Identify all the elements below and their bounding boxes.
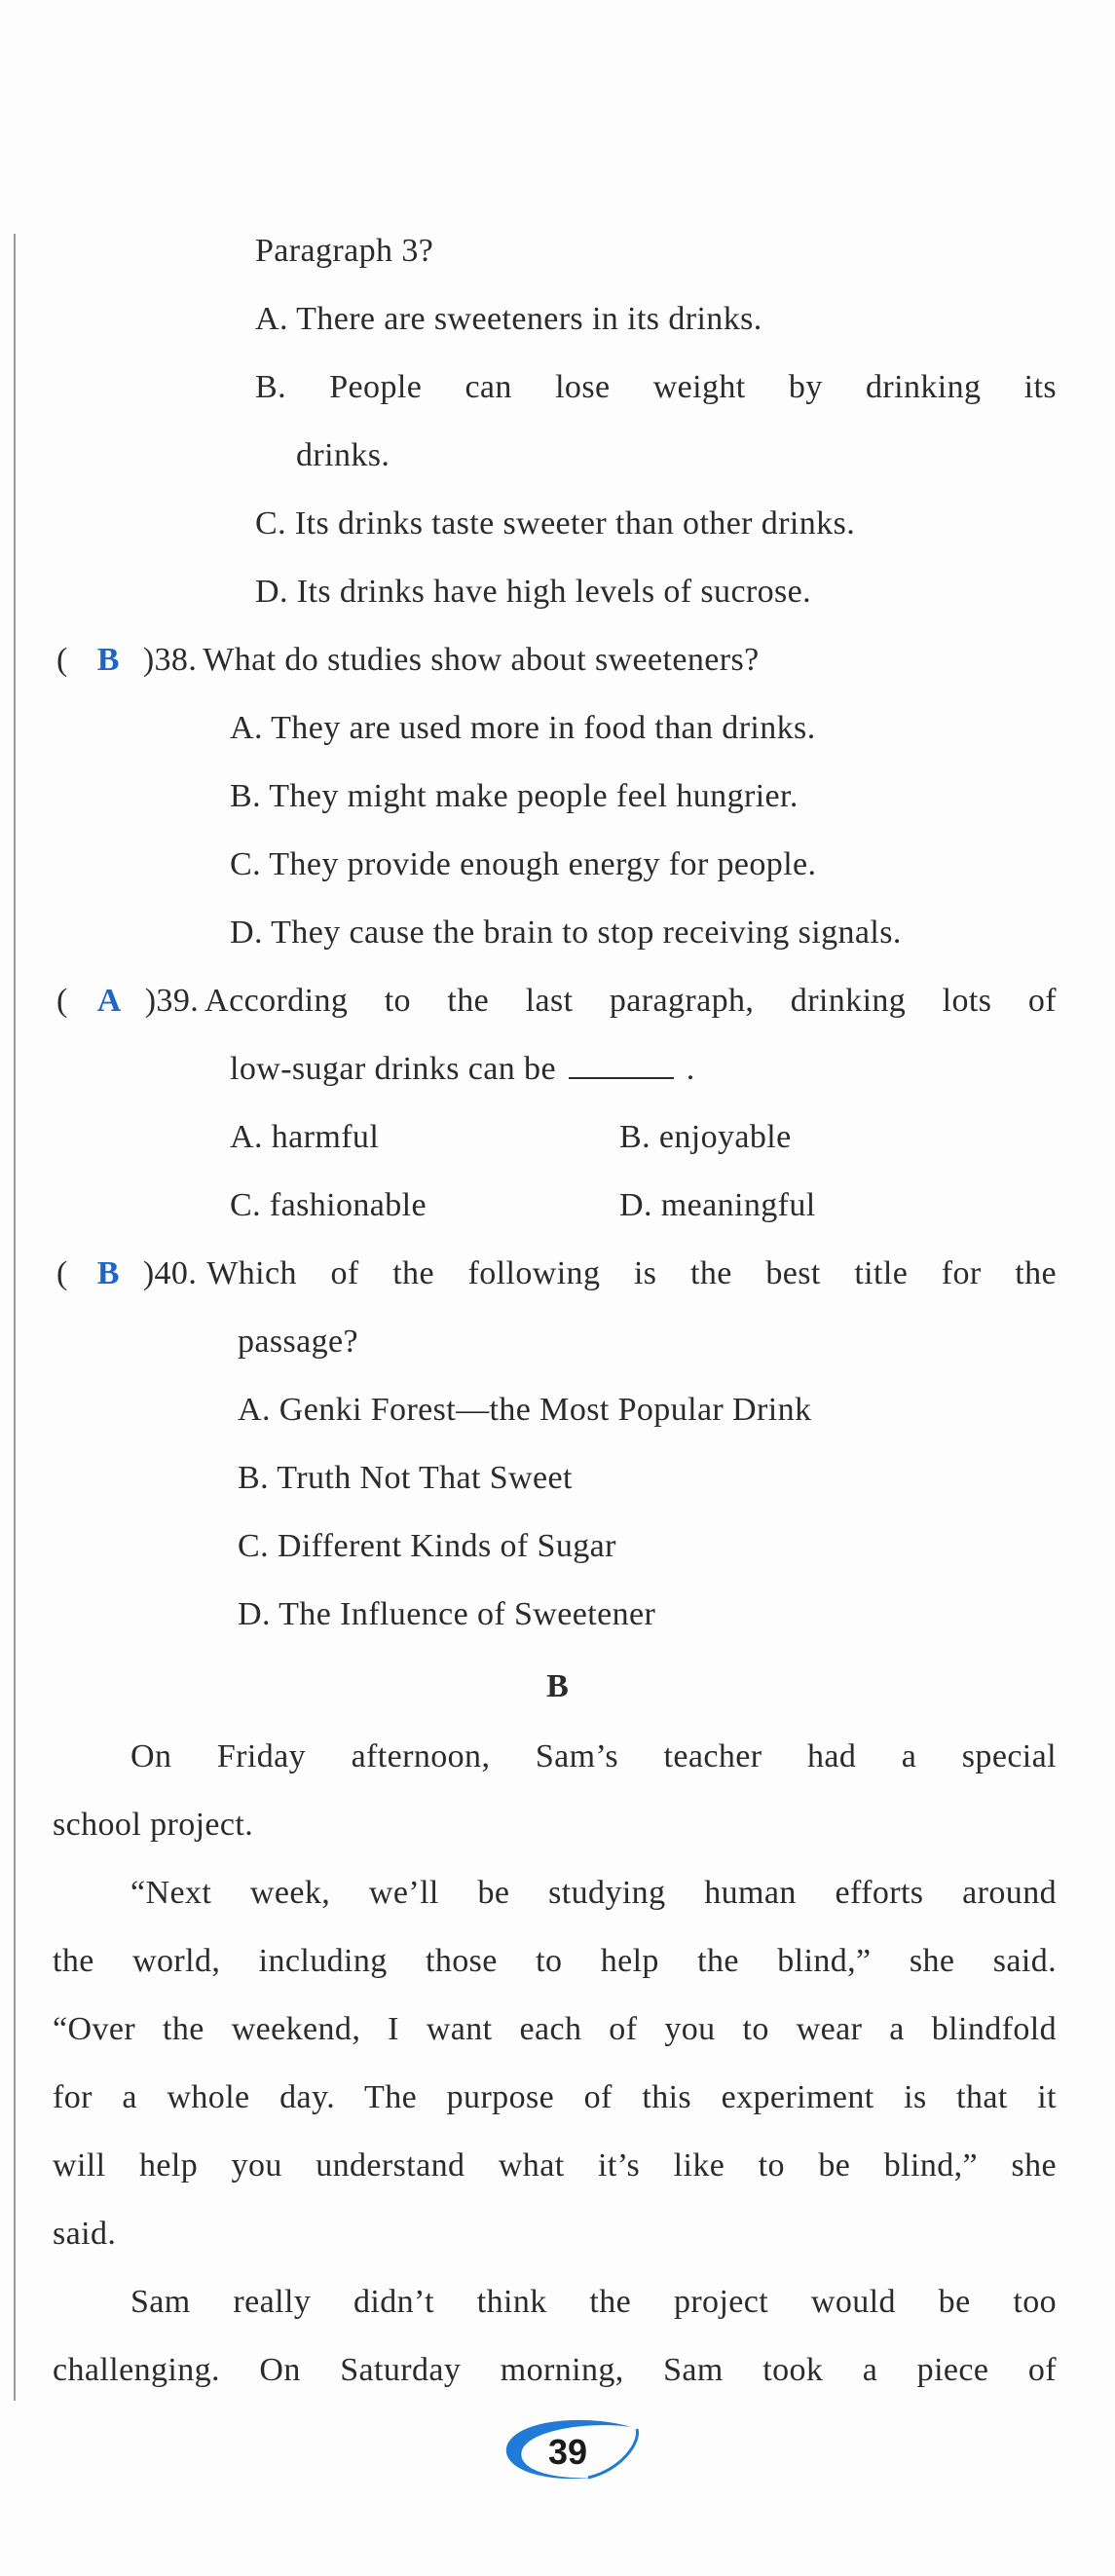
q38-number: )38.: [142, 642, 198, 678]
passage-p2-line2: the world, including those to help the blind,” she said.: [53, 1943, 1057, 1979]
q39-stem-line2-wrap: [230, 1048, 695, 1091]
q40-option-c: C. Different Kinds of Sugar: [238, 1528, 616, 1564]
q38-option-c: C. They provide enough energy for people.: [230, 846, 817, 882]
q40-stem-line2: passage?: [238, 1324, 359, 1360]
passage-p2-line3: “Over the weekend, I want each of you to wear a blindfold: [53, 2011, 1057, 2047]
section-b-heading: B: [546, 1668, 569, 1704]
q38-paren-open: (: [56, 642, 68, 678]
q38-option-a: A. They are used more in food than drinks.: [230, 710, 816, 746]
q38-option-b: B. They might make people feel hungrier.: [230, 778, 799, 814]
q40-number: )40.: [142, 1255, 198, 1291]
q39-answer-blank: [569, 1048, 674, 1079]
q40-stem-line1: Which of the following is the best title for the: [206, 1255, 1057, 1291]
q37-option-b-line1: B. People can lose weight by drinking its: [255, 369, 1057, 405]
passage-p3-line1: Sam really didn’t think the project would be too: [130, 2284, 1057, 2320]
q40-row: [56, 1252, 1057, 1295]
q39-stem-line2-end: .: [686, 1051, 695, 1087]
q38-answer: B: [96, 642, 120, 678]
q39-option-c: C. fashionable: [230, 1187, 427, 1223]
left-margin-rule: [14, 234, 16, 2401]
q37-option-d: D. Its drinks have high levels of sucrose.: [255, 574, 812, 610]
q37-option-c: C. Its drinks taste sweeter than other drinks.: [255, 505, 856, 541]
q38-option-d: D. They cause the brain to stop receiving signals.: [230, 915, 902, 951]
q39-option-b: B. enjoyable: [619, 1119, 792, 1155]
passage-p2-line1: “Next week, we’ll be studying human efforts around: [130, 1875, 1057, 1911]
q39-number: )39.: [144, 983, 200, 1019]
q38-stem: What do studies show about sweeteners?: [203, 642, 760, 678]
q39-answer: A: [96, 983, 122, 1019]
page-number-badge: [495, 2413, 641, 2491]
passage-p3-line2: challenging. On Saturday morning, Sam took a piece of: [53, 2352, 1057, 2388]
q40-answer: B: [96, 1255, 120, 1291]
q40-paren-open: (: [56, 1255, 68, 1291]
q37-option-b-line2: drinks.: [296, 437, 390, 473]
q39-stem-line2: low-sugar drinks can be: [230, 1051, 556, 1087]
passage-p2-line6: said.: [53, 2216, 117, 2252]
q39-row: [56, 980, 1057, 1023]
q38-row: [56, 639, 760, 682]
q39-option-a: A. harmful: [230, 1119, 380, 1155]
q39-paren-open: (: [56, 983, 68, 1019]
passage-p2-line5: will help you understand what it’s like to be blind,” she: [53, 2147, 1057, 2184]
page-number: 39: [547, 2432, 588, 2472]
q39-option-d: D. meaningful: [619, 1187, 816, 1223]
passage-p1-line2: school project.: [53, 1807, 254, 1843]
passage-p1-line1: On Friday afternoon, Sam’s teacher had a special: [130, 1738, 1057, 1774]
q37-stem-continued: Paragraph 3?: [255, 233, 434, 269]
q40-option-b: B. Truth Not That Sweet: [238, 1460, 573, 1496]
passage-p2-line4: for a whole day. The purpose of this experiment is that it: [53, 2079, 1057, 2115]
q40-option-a: A. Genki Forest—the Most Popular Drink: [238, 1392, 812, 1428]
q40-option-d: D. The Influence of Sweetener: [238, 1596, 656, 1632]
q39-stem-line1: According to the last paragraph, drinking lots of: [204, 983, 1057, 1019]
q37-option-a: A. There are sweeteners in its drinks.: [255, 301, 762, 337]
